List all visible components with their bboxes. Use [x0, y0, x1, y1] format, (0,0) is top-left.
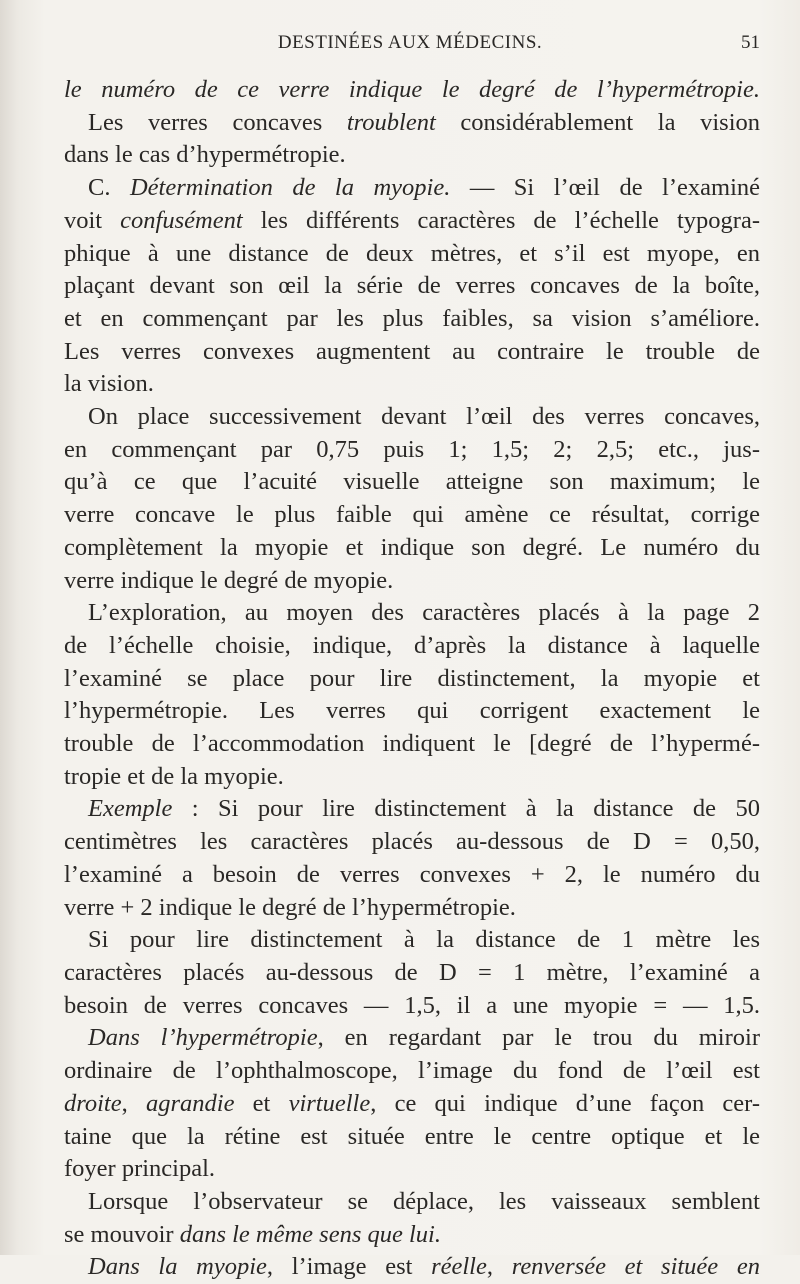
text-line: trouble de l’accommodation indiquent le [degré de l’hypermé- — [64, 730, 760, 758]
text-line: qu’à ce que l’acuité visuelle atteigne son maximum; le — [64, 468, 760, 496]
text-line: dans le cas d’hypermétropie. — [64, 141, 346, 169]
text-line: On place successivement devant l’œil des verres concaves, — [88, 403, 760, 431]
text-line: tropie et de la myopie. — [64, 762, 284, 790]
text-line: plaçant devant son œil la série de verres concaves de la boîte, — [64, 272, 760, 300]
text-line: foyer principal. — [64, 1155, 216, 1183]
text-line: taine que la rétine est située entre le centre optique et le — [64, 1122, 760, 1150]
text-line: ordinaire de l’ophthalmoscope, l’image du fond de l’œil est — [64, 1057, 760, 1085]
text-line: Les verres concaves troublent considérablement la vision — [88, 108, 760, 136]
text-line: le numéro de ce verre indique le degré de l’hypermétropie. — [64, 76, 760, 103]
body-text — [64, 74, 760, 1284]
page-header — [60, 28, 760, 58]
text-line: C. Détermination de la myopie. — Si l’œil de l’examiné — [88, 174, 761, 202]
text-line: L’exploration, au moyen des caractères placés à la page 2 — [88, 599, 760, 627]
text-line: Lorsque l’observateur se déplace, les vaisseaux semblent — [88, 1187, 760, 1215]
text-line: se mouvoir dans le même sens que lui. — [64, 1220, 441, 1248]
page-number: 51 — [741, 32, 760, 53]
text-line: phique à une distance de deux mètres, et s’il est myope, en — [64, 239, 760, 267]
text-line: droite, agrandie et virtuelle, ce qui indique d’une façon cer- — [64, 1089, 761, 1117]
text-line: centimètres les caractères placés au-dessous de D = 0,50, — [64, 828, 760, 856]
text-line: besoin de verres concaves — 1,5, il a une myopie = — 1,5. — [64, 991, 760, 1019]
text-line: Si pour lire distinctement à la distance de 1 mètre les — [88, 926, 760, 954]
text-line: et en commençant par les plus faibles, sa vision s’améliore. — [64, 304, 760, 332]
text-line: Les verres convexes augmentent au contraire le trouble de — [64, 337, 760, 365]
text-line: Dans la myopie, l’image est réelle, renversée et située en — [88, 1253, 760, 1281]
text-line: l’examiné a besoin de verres convexes + 2, le numéro du — [64, 860, 760, 888]
text-line: Dans l’hypermétropie, en regardant par le trou du miroir — [88, 1024, 760, 1052]
text-line: verre + 2 indique le degré de l’hypermétropie. — [64, 893, 516, 921]
text-line: en commençant par 0,75 puis 1; 1,5; 2; 2,5; etc., jus- — [64, 435, 760, 463]
text-line: la vision. — [64, 370, 154, 398]
running-title: DESTINÉES AUX MÉDECINS. — [277, 32, 543, 53]
text-line: l’examiné se place pour lire distinctement, la myopie et — [64, 664, 760, 692]
text-line: l’hypermétropie. Les verres qui corrigent exactement le — [64, 697, 760, 725]
text-line: complètement la myopie et indique son degré. Le numéro du — [64, 533, 760, 561]
text-line: caractères placés au-dessous de D = 1 mètre, l’examiné a — [64, 958, 760, 986]
text-line: de l’échelle choisie, indique, d’après la distance à laquelle — [64, 631, 760, 659]
text-line: verre concave le plus faible qui amène ce résultat, corrige — [64, 501, 760, 529]
text-line: voit confusément les différents caractères de l’échelle typogra- — [64, 206, 760, 234]
text-line: Exemple : Si pour lire distinctement à la distance de 50 — [88, 795, 760, 823]
text-line: verre indique le degré de myopie. — [64, 566, 394, 594]
